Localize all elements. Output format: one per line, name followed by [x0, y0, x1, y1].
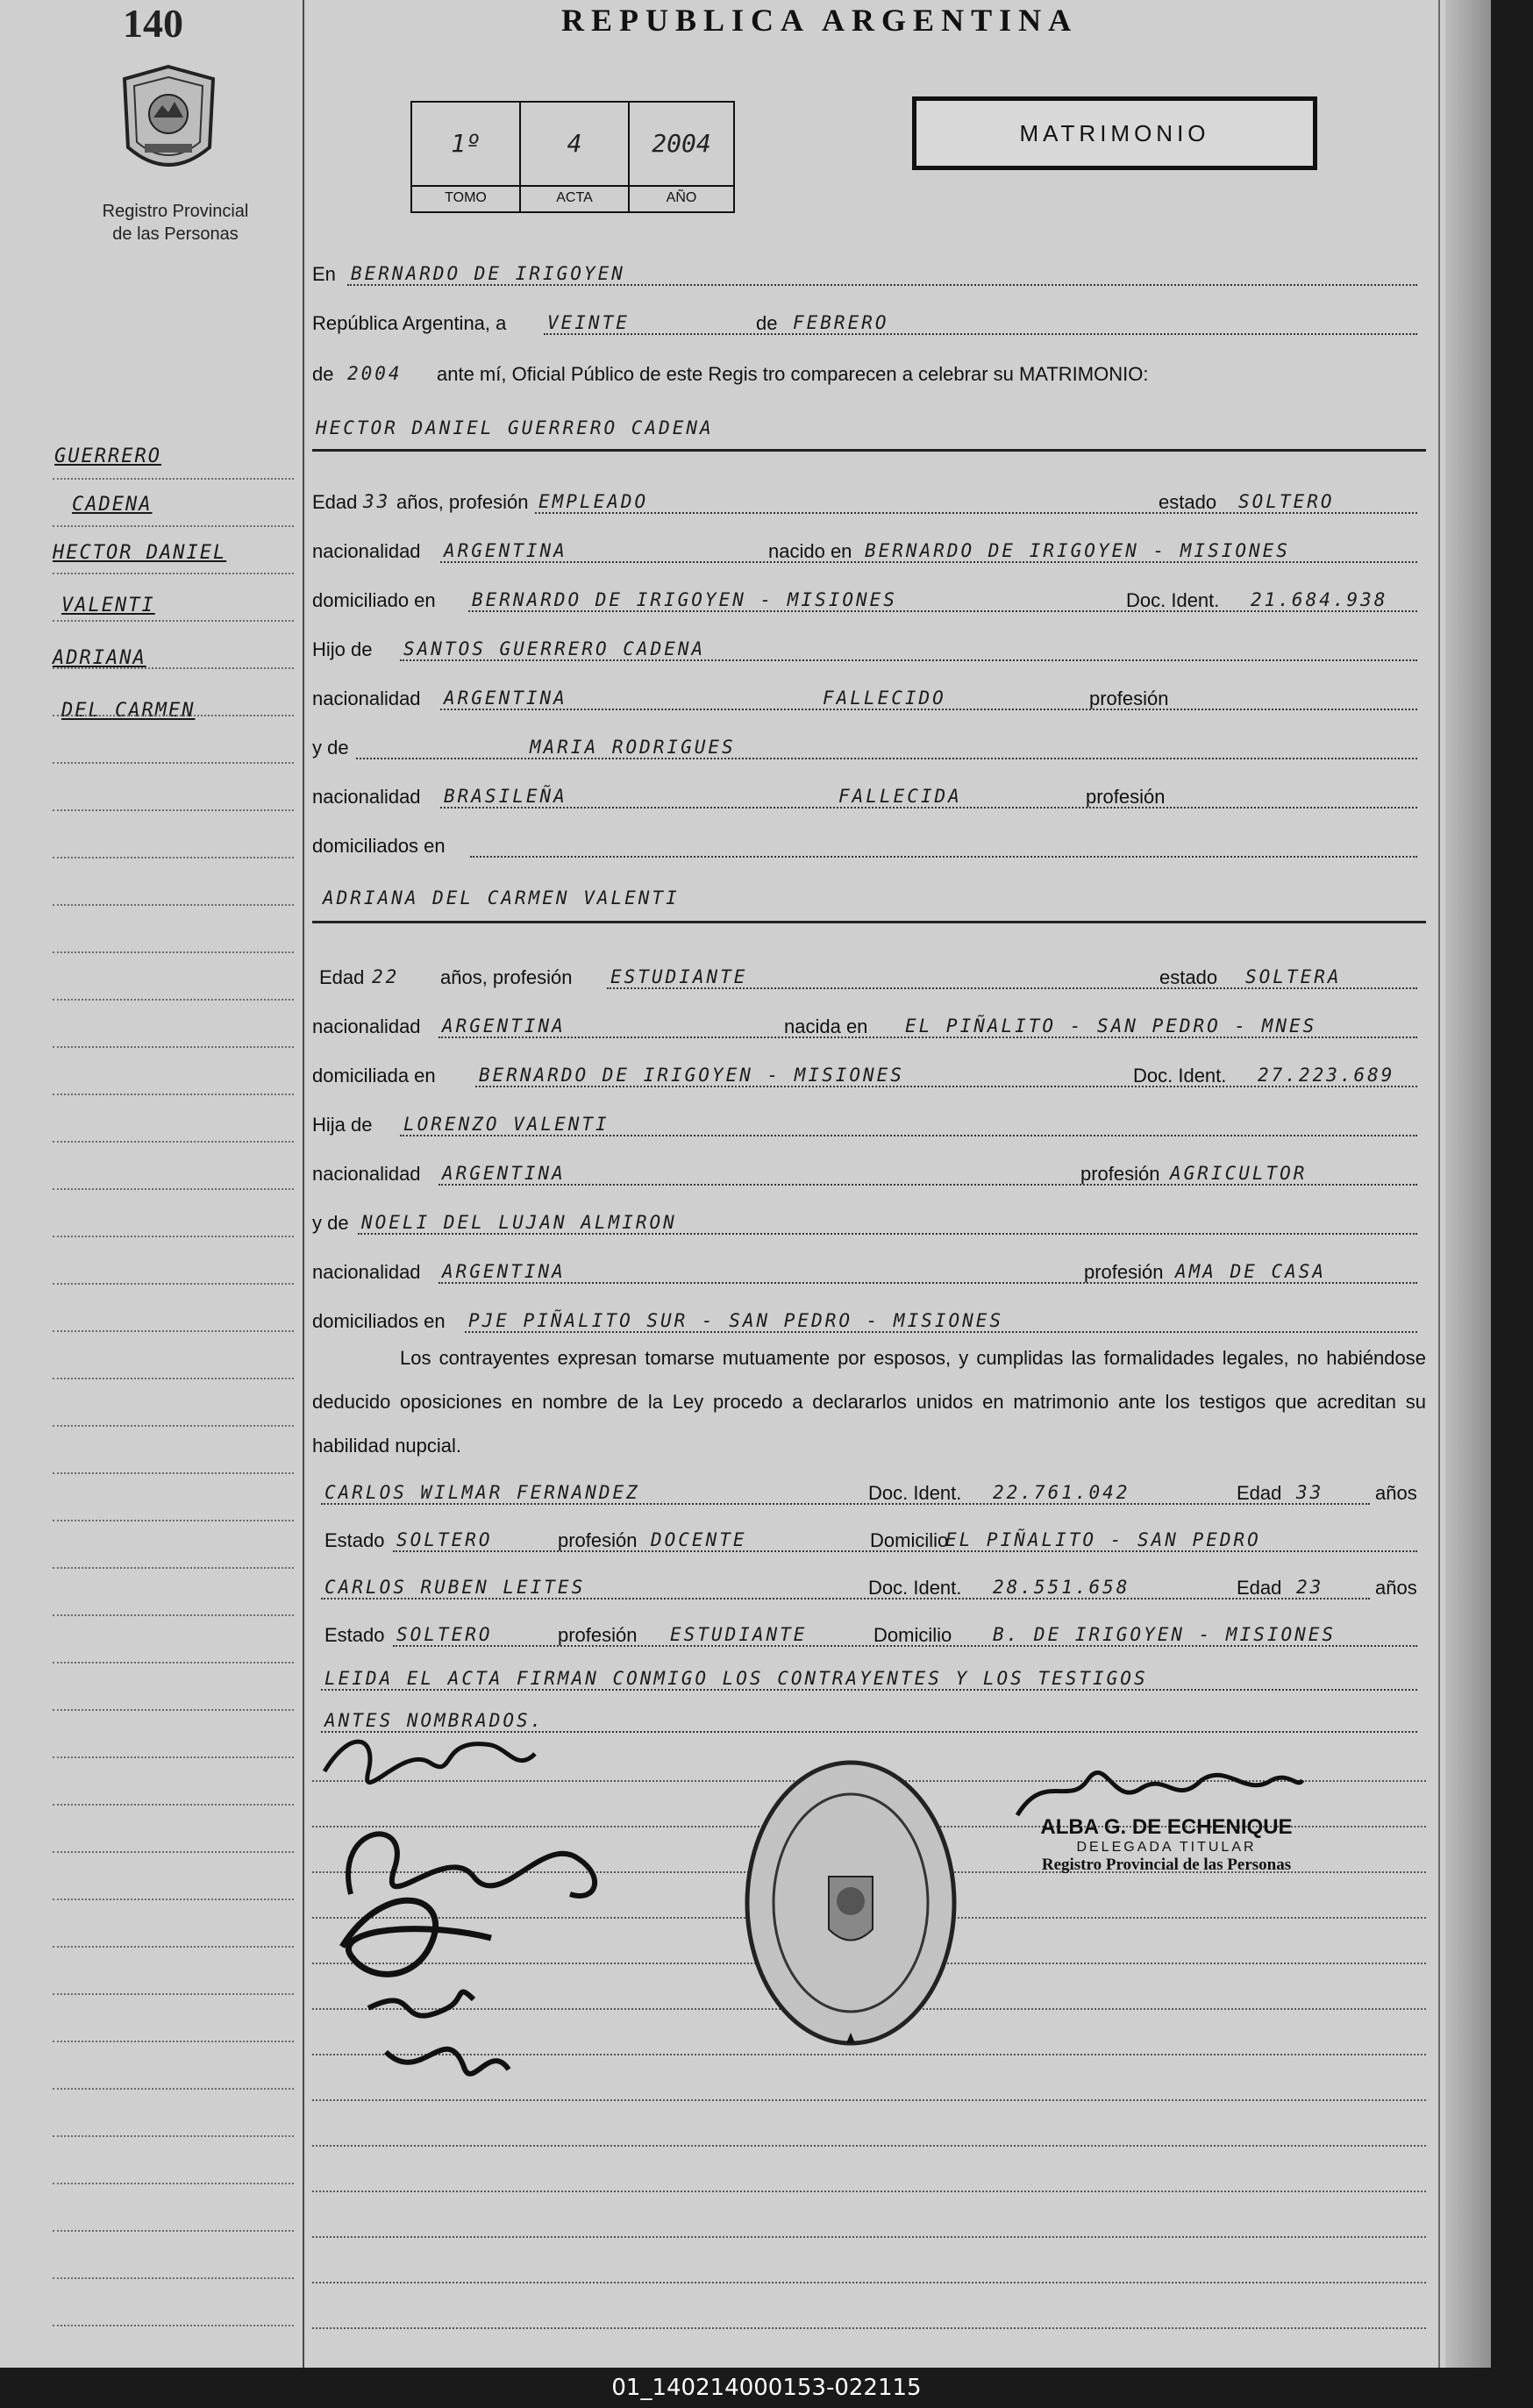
fill-line	[400, 659, 1417, 661]
margin-ruled-line	[53, 904, 294, 907]
fill-line	[393, 1550, 1417, 1552]
fill-line	[475, 1086, 1417, 1087]
yde-label: y de	[312, 737, 349, 759]
anios-label: años	[1375, 1577, 1417, 1599]
c2-padre-prof: AGRICULTOR	[1170, 1163, 1308, 1184]
margin-ruled-line	[53, 809, 294, 812]
domiciliado-label: domiciliado en	[312, 589, 436, 611]
hija-label: Hija de	[312, 1114, 373, 1136]
t2-edad: 23	[1296, 1577, 1324, 1598]
margin-ruled-line	[53, 1520, 294, 1522]
acta-cell	[521, 103, 630, 211]
margin-ruled-line	[53, 2135, 294, 2138]
fill-line	[356, 758, 1417, 759]
row-t2-nombre	[312, 1568, 1426, 1603]
fill-line	[465, 1331, 1417, 1333]
row-lugar	[312, 254, 1426, 289]
margin-ruled-line	[53, 999, 294, 1001]
profesion-label: profesión	[558, 1529, 638, 1551]
legal-formula: Los contrayentes expresan tomarse mutuamente por esposos, y cumplidas las formalidades legales, no habiéndose deducido oposiciones en nombre de la Ley procedo a declararlos unidos en matrimonio ante los testigos que acreditan su habilidad nupcial.	[312, 1347, 1426, 1457]
margin-ruled-line	[53, 1614, 294, 1617]
republica-label: República Argentina, a	[312, 312, 507, 334]
nacionalidad-label: nacionalidad	[312, 1015, 421, 1037]
fill-line	[439, 1184, 1417, 1186]
margin-ruled-line	[53, 1425, 294, 1428]
estado-label: estado	[1159, 966, 1218, 988]
domiciliados-label: domiciliados en	[312, 1310, 446, 1332]
row-t2-estado	[312, 1615, 1426, 1650]
c2-padre: LORENZO VALENTI	[403, 1114, 610, 1135]
t1-edad: 33	[1296, 1482, 1324, 1503]
c2-nacida: EL PIÑALITO - SAN PEDRO - MNES	[905, 1015, 1317, 1037]
margin-ruled-line	[53, 1709, 294, 1712]
estado-label: Estado	[324, 1529, 385, 1551]
c2-doc: 27.223.689	[1258, 1065, 1395, 1086]
anios-label: años	[1375, 1482, 1417, 1504]
profesion-label: años, profesión	[440, 966, 573, 988]
t2-domicilio: B. DE IRIGOYEN - MISIONES	[993, 1624, 1337, 1645]
margin-rule	[303, 0, 304, 2368]
fill-line	[440, 807, 1417, 809]
row-c2-padre	[312, 1105, 1426, 1140]
registry-label-line2: de las Personas	[112, 224, 239, 244]
margin-ruled-line	[53, 857, 294, 859]
margin-ruled-line	[53, 525, 294, 528]
fill-line	[321, 1598, 1370, 1599]
document-title: REPUBLICA ARGENTINA	[561, 3, 1079, 38]
doc-label: Doc. Ident.	[1126, 589, 1220, 611]
margin-ruled-line	[53, 1662, 294, 1664]
anio-label: AÑO	[630, 185, 733, 206]
delegation-stamp-icon	[741, 1754, 960, 2052]
official-role: DELEGADA TITULAR	[1076, 1840, 1257, 1855]
fill-line	[400, 1135, 1417, 1136]
edad-label: Edad	[1237, 1577, 1282, 1599]
ante-text: ante mí, Oficial Público de este Regis tro comparecen a celebrar su MATRIMONIO:	[437, 363, 1149, 385]
row-ante	[312, 354, 1426, 389]
row-c2-nombre	[312, 879, 1426, 914]
body-ruled-line	[312, 2191, 1426, 2192]
t2-estado: SOLTERO	[396, 1624, 493, 1645]
estado-label: Estado	[324, 1624, 385, 1646]
profesion-label: profesión	[1086, 786, 1166, 808]
margin-ruled-line	[53, 715, 294, 717]
nacionalidad-label: nacionalidad	[312, 687, 421, 709]
row-c1-madre	[312, 728, 1426, 763]
t1-nombre: CARLOS WILMAR FERNANDEZ	[324, 1482, 640, 1503]
registry-label-line1: Registro Provincial	[102, 202, 249, 221]
row-t1-nombre	[312, 1473, 1426, 1508]
row-c2-padre-nac	[312, 1154, 1426, 1189]
nacionalidad-label: nacionalidad	[312, 540, 421, 562]
anio-text-value: 2004	[347, 363, 403, 384]
cierre-line-2: ANTES NOMBRADOS.	[324, 1710, 545, 1731]
fill-line	[358, 1233, 1417, 1235]
domiciliada-label: domiciliada en	[312, 1065, 436, 1086]
body-ruled-line	[312, 2282, 1426, 2283]
c1-madre-estado: FALLECIDA	[838, 786, 962, 807]
c2-edad: 22	[372, 966, 400, 987]
margin-ruled-line	[53, 2183, 294, 2185]
cierre-line-1: LEIDA EL ACTA FIRMAN CONMIGO LOS CONTRAYENTES Y LOS TESTIGOS	[324, 1668, 1148, 1689]
row-c1-padre-nac	[312, 679, 1426, 714]
estado-label: estado	[1159, 491, 1217, 513]
margin-ruled-line	[53, 1851, 294, 1854]
c2-madre: NOELI DEL LUJAN ALMIRON	[361, 1212, 677, 1233]
c2-domicilio-padres: PJE PIÑALITO SUR - SAN PEDRO - MISIONES	[468, 1310, 1004, 1331]
lugar-value: BERNARDO DE IRIGOYEN	[351, 263, 625, 284]
profesion-label: profesión	[1089, 687, 1169, 709]
profesion-label: profesión	[1080, 1163, 1160, 1185]
signatures-icon	[316, 1719, 631, 2105]
c1-nacido: BERNARDO DE IRIGOYEN - MISIONES	[865, 540, 1290, 561]
row-c1-padre	[312, 630, 1426, 665]
margin-ruled-line	[53, 2230, 294, 2233]
margin-ruled-line	[53, 1188, 294, 1191]
c2-profesion: ESTUDIANTE	[610, 966, 748, 987]
domiciliados-label: domiciliados en	[312, 835, 446, 857]
c1-edad: 33	[363, 491, 391, 512]
margin-ruled-line	[53, 1804, 294, 1806]
c1-padre-estado: FALLECIDO	[823, 687, 946, 709]
c1-madre-nac: BRASILEÑA	[444, 786, 567, 807]
margin-ruled-line	[53, 1567, 294, 1570]
nacionalidad-label: nacionalidad	[312, 1261, 421, 1283]
margin-ruled-line	[53, 1993, 294, 1996]
fill-line	[439, 1282, 1417, 1284]
fill-line	[439, 1037, 1417, 1038]
tomo-acta-anio-box	[410, 101, 735, 213]
body-ruled-line	[312, 2327, 1426, 2329]
margin-name-3: HECTOR DANIEL	[53, 542, 227, 564]
fill-line	[470, 856, 1417, 858]
margin-name-5: ADRIANA	[53, 647, 146, 669]
fill-line	[544, 333, 1417, 335]
provincial-seal-icon	[118, 63, 219, 186]
domicilio-label: Domicilio	[873, 1624, 952, 1646]
t2-nombre: CARLOS RUBEN LEITES	[324, 1577, 586, 1598]
row-c1-madre-nac	[312, 777, 1426, 812]
dia-value: VEINTE	[547, 312, 630, 333]
row-c2-dom	[312, 1056, 1426, 1091]
profesion-label: años, profesión	[396, 491, 529, 513]
row-fecha	[312, 303, 1426, 338]
fill-line	[440, 561, 1417, 563]
fill-line	[393, 1645, 1417, 1647]
de-label: de	[756, 312, 778, 334]
act-type-box: MATRIMONIO	[912, 96, 1317, 170]
anio-value: 2004	[652, 129, 711, 158]
row-c1-nombre	[312, 409, 1426, 444]
official-name: ALBA G. DE ECHENIQUE	[1040, 1815, 1293, 1839]
doc-label: Doc. Ident.	[868, 1482, 962, 1504]
edad-label: Edad	[1237, 1482, 1282, 1504]
t1-domicilio: EL PIÑALITO - SAN PEDRO	[945, 1529, 1261, 1550]
registry-label	[53, 200, 298, 246]
margin-ruled-line	[53, 478, 294, 481]
margin-ruled-line	[53, 1899, 294, 1901]
c1-estado: SOLTERO	[1238, 491, 1335, 512]
fill-line	[468, 610, 1417, 612]
official-block	[1009, 1815, 1324, 1875]
body-ruled-line	[312, 2145, 1426, 2147]
margin-ruled-line	[53, 2325, 294, 2327]
margin-ruled-line	[53, 667, 294, 670]
margin-ruled-line	[53, 1378, 294, 1380]
doc-label: Doc. Ident.	[868, 1577, 962, 1599]
row-c2-domiciliados	[312, 1301, 1426, 1336]
margin-ruled-line	[53, 2088, 294, 2091]
row-c2-madre	[312, 1203, 1426, 1238]
row-c1-edad	[312, 482, 1426, 517]
t2-profesion: ESTUDIANTE	[670, 1624, 808, 1645]
margin-ruled-line	[53, 1283, 294, 1286]
margin-ruled-line	[53, 1946, 294, 1948]
margin-ruled-line	[53, 762, 294, 765]
nacida-label: nacida en	[784, 1015, 868, 1037]
tomo-label: TOMO	[412, 185, 519, 206]
nacido-label: nacido en	[768, 540, 852, 562]
c2-padre-nac: ARGENTINA	[442, 1163, 566, 1184]
folio-number: 140	[123, 1, 183, 46]
yde-label: y de	[312, 1212, 349, 1234]
c1-domicilio: BERNARDO DE IRIGOYEN - MISIONES	[472, 589, 897, 610]
fill-line	[321, 1503, 1370, 1505]
c2-nacionalidad: ARGENTINA	[442, 1015, 566, 1037]
t2-doc: 28.551.658	[993, 1577, 1130, 1598]
separator	[312, 921, 1426, 923]
edad-label: Edad	[319, 966, 365, 988]
acta-value: 4	[567, 129, 582, 158]
margin-ruled-line	[53, 1046, 294, 1049]
c1-padre-nac: ARGENTINA	[444, 687, 567, 709]
edad-label: Edad	[312, 491, 358, 513]
c2-estado: SOLTERA	[1245, 966, 1342, 987]
t1-profesion: DOCENTE	[651, 1529, 747, 1550]
margin-ruled-line	[53, 1330, 294, 1333]
c1-padre: SANTOS GUERRERO CADENA	[403, 638, 706, 659]
c2-madre-nac: ARGENTINA	[442, 1261, 566, 1282]
row-cierre-1	[312, 1659, 1426, 1694]
nacionalidad-label: nacionalidad	[312, 786, 421, 808]
row-c1-dom	[312, 581, 1426, 616]
margin-ruled-line	[53, 573, 294, 575]
nacionalidad-label: nacionalidad	[312, 1163, 421, 1185]
c1-nombre: HECTOR DANIEL GUERRERO CADENA	[316, 417, 714, 438]
de2-label: de	[312, 363, 334, 385]
c1-profesion: EMPLEADO	[538, 491, 649, 512]
margin-ruled-line	[53, 620, 294, 623]
margin-ruled-line	[53, 1141, 294, 1143]
domicilio-label: Domicilio	[870, 1529, 949, 1551]
fill-line	[347, 284, 1417, 286]
anio-cell	[630, 103, 733, 211]
margin-ruled-line	[53, 1756, 294, 1759]
profesion-label: profesión	[1084, 1261, 1164, 1283]
image-id-footer: 01_140214000153-022115	[611, 2375, 922, 2401]
margin-ruled-line	[53, 1472, 294, 1475]
c1-doc: 21.684.938	[1251, 589, 1388, 610]
row-c2-nac	[312, 1007, 1426, 1042]
row-c2-edad	[312, 958, 1426, 993]
margin-ruled-line	[53, 1236, 294, 1238]
t1-doc: 22.761.042	[993, 1482, 1130, 1503]
row-c2-madre-nac	[312, 1252, 1426, 1287]
tomo-cell	[412, 103, 521, 211]
margin-ruled-line	[53, 2277, 294, 2280]
c2-nombre: ADRIANA DEL CARMEN VALENTI	[323, 887, 680, 908]
row-c1-domiciliados	[312, 826, 1426, 861]
c1-madre: MARIA RODRIGUES	[530, 737, 736, 758]
body-ruled-line	[312, 2236, 1426, 2238]
fill-line	[607, 987, 1417, 989]
margin-ruled-line	[53, 951, 294, 954]
fill-line	[535, 512, 1417, 514]
official-office: Registro Provincial de las Personas	[1041, 1856, 1292, 1874]
c2-madre-prof: AMA DE CASA	[1175, 1261, 1327, 1282]
doc-label: Doc. Ident.	[1133, 1065, 1227, 1086]
fill-line	[321, 1689, 1417, 1691]
row-c1-nac	[312, 531, 1426, 566]
margin-ruled-line	[53, 1094, 294, 1096]
c1-nacionalidad: ARGENTINA	[444, 540, 567, 561]
margin-ruled-line	[53, 2041, 294, 2043]
margin-name-4: VALENTI	[61, 595, 155, 616]
fill-line	[440, 709, 1417, 710]
right-rule	[1438, 0, 1440, 2368]
t1-estado: SOLTERO	[396, 1529, 493, 1550]
margin-name-1: GUERRERO	[54, 445, 161, 467]
mes-value: FEBRERO	[793, 312, 889, 333]
row-t1-estado	[312, 1521, 1426, 1556]
margin-name-6: DEL CARMEN	[61, 700, 196, 722]
profesion-label: profesión	[558, 1624, 638, 1646]
c2-domicilio: BERNARDO DE IRIGOYEN - MISIONES	[479, 1065, 904, 1086]
hijo-label: Hijo de	[312, 638, 373, 660]
acta-label: ACTA	[521, 185, 628, 206]
tomo-value: 1º	[451, 129, 481, 158]
margin-name-2: CADENA	[72, 494, 153, 516]
en-label: En	[312, 263, 336, 285]
separator	[312, 449, 1426, 452]
